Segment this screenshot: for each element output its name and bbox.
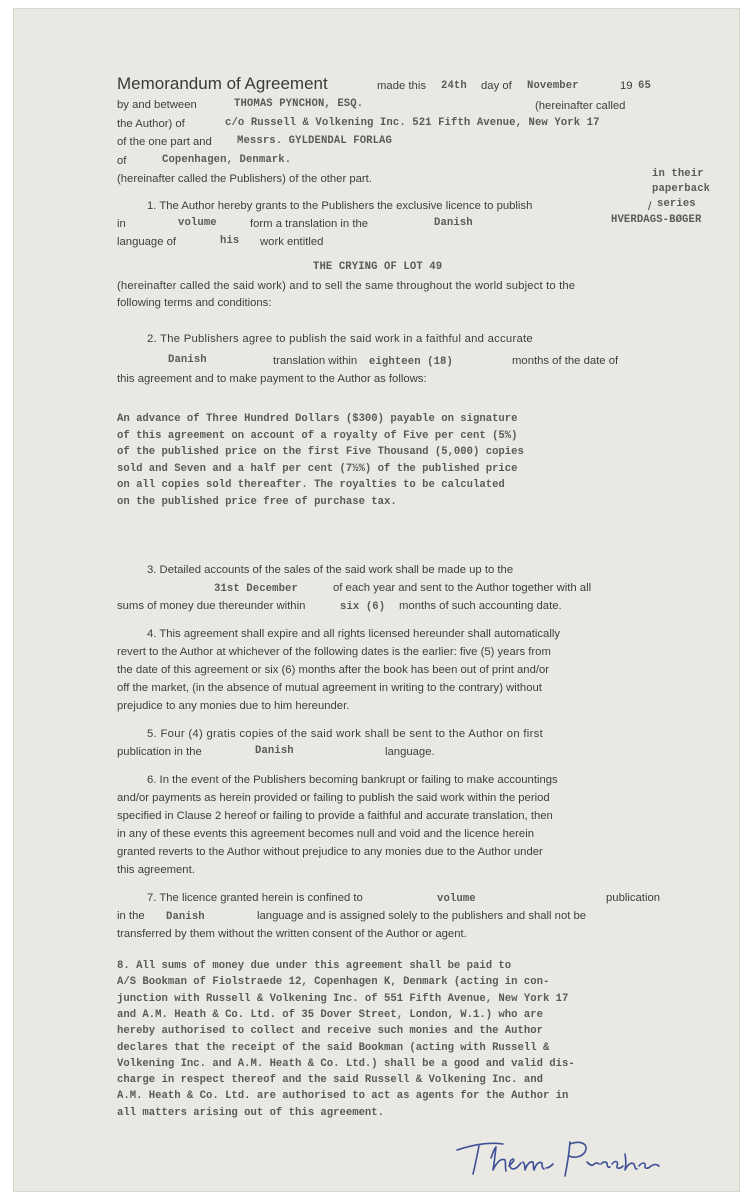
clause1-in: in	[117, 218, 126, 230]
clause1-format: volume	[178, 217, 217, 229]
month-typed: November	[527, 80, 579, 92]
publisher-city: Copenhagen, Denmark.	[162, 154, 292, 166]
clause4-line: 4. This agreement shall expire and all rights licensed hereunder shall automatically	[147, 628, 560, 640]
clause8-line: and A.M. Heath & Co. Ltd. of 35 Dover Street, London, W.1.) who are	[117, 1008, 543, 1021]
clause5-language-label: language.	[385, 746, 435, 758]
payment-line: on all copies sold thereafter. The royalties to be calculated	[117, 479, 505, 491]
day-typed: 24th	[441, 80, 467, 92]
signature	[445, 1128, 675, 1188]
margin-paperback: paperback	[652, 183, 711, 195]
payment-line: of this agreement on account of a royalty of Five per cent (5%)	[117, 429, 518, 442]
clause6-line: and/or payments as herein provided or failing to publish the said work within the period	[117, 792, 550, 804]
clause2-months: eighteen (18)	[369, 356, 453, 368]
clause8-line: charge in respect thereof and the said Russell & Volkening Inc. and	[117, 1074, 543, 1087]
year-prefix: 19	[620, 80, 633, 92]
clause4-line: the date of this agreement or six (6) months after the book has been out of print and/or	[117, 664, 550, 676]
clause1-his: his	[220, 235, 240, 247]
clause5-text-a: 5. Four (4) gratis copies of the said work shall be sent to the Author on first	[147, 728, 544, 740]
clause3-sums: sums of money due thereunder within	[117, 600, 306, 612]
clause1-text-a: 1. The Author hereby grants to the Publishers the exclusive licence to publish	[147, 200, 533, 212]
publisher-name: Messrs. GYLDENDAL FORLAG	[237, 135, 392, 147]
clause4-line: revert to the Author at whichever of the following dates is the earlier: five (5) years from	[117, 646, 551, 658]
clause8-line: A.M. Heath & Co. Ltd. are authorised to act as agents for the Author in	[117, 1090, 569, 1103]
clause7-in-the: in the	[117, 910, 145, 922]
clause2-language: Danish	[168, 354, 207, 366]
of-label: of	[117, 155, 127, 167]
clause7-publication: publication	[606, 892, 661, 904]
clause8-line: declares that the receipt of the said Bookman (acting with Russell &	[117, 1041, 550, 1054]
clause1-slash: /	[648, 199, 652, 213]
hereinafter-label: (hereinafter called	[535, 100, 626, 112]
clause2-text-b: this agreement and to make payment to the Author as follows:	[117, 373, 427, 385]
clause1-language-of: language of	[117, 236, 177, 248]
clause7-format: volume	[437, 893, 476, 905]
clause6-line: 6. In the event of the Publishers becoming bankrupt or failing to make accountings	[147, 774, 558, 786]
clause4-line: off the market, (in the absence of mutual agreement in writing to the contrary) without	[117, 682, 542, 694]
clause1-form-translation: form a translation in the	[250, 218, 369, 230]
day-of-label: day of	[481, 80, 512, 92]
publishers-other-part: (hereinafter called the Publishers) of the other part.	[117, 173, 372, 185]
clause4-line: prejudice to any monies due to him hereunder.	[117, 700, 350, 712]
clause6-line: specified in Clause 2 hereof or failing to provide a faithful and accurate translation, then	[117, 810, 553, 822]
made-this-label: made this	[377, 80, 426, 92]
author-name: THOMAS PYNCHON, ESQ.	[234, 98, 364, 110]
clause1-language: Danish	[434, 217, 473, 229]
clause5-publication-in: publication in the	[117, 746, 202, 758]
payment-line: sold and Seven and a half per cent (7½%) of the published price	[117, 462, 518, 475]
clause8-line: 8. All sums of money due under this agreement shall be paid to	[117, 960, 512, 972]
clause7-language-assigned: language and is assigned solely to the publishers and shall not be	[257, 910, 587, 922]
clause6-line: granted reverts to the Author without prejudice to any monies due to the Author under	[117, 846, 543, 858]
clause2-translation-within: translation within	[273, 355, 358, 367]
clause3-text-a: 3. Detailed accounts of the sales of the said work shall be made up to the	[147, 564, 514, 576]
clause8-line: junction with Russell & Volkening Inc. of 551 Fifth Avenue, New York 17	[117, 992, 569, 1005]
margin-in-their: in their	[652, 168, 704, 180]
author-address: c/o Russell & Volkening Inc. 521 Fifth Avenue, New York 17	[225, 117, 600, 129]
margin-series-name: HVERDAGS-BØGER	[611, 214, 702, 226]
clause3-each-year: of each year and sent to the Author together with all	[333, 582, 592, 594]
year-typed: 65	[638, 80, 651, 92]
clause6-line: in any of these events this agreement becomes null and void and the licence herein	[117, 828, 534, 840]
clause5-language: Danish	[255, 745, 294, 757]
clause6-line: this agreement.	[117, 864, 195, 876]
clause8-line: A/S Bookman of Fiolstraede 12, Copenhagen K, Denmark (acting in con-	[117, 976, 550, 989]
clause7-language: Danish	[166, 911, 205, 923]
margin-series: series	[657, 198, 696, 210]
clause1-work-entitled: work entitled	[260, 236, 324, 248]
document-title: Memorandum of Agreement	[117, 74, 328, 93]
payment-line: of the published price on the first Five Thousand (5,000) copies	[117, 446, 524, 458]
clause8-line: Volkening Inc. and A.M. Heath & Co. Ltd.) shall be a good and valid dis-	[117, 1057, 575, 1070]
clause2-months-of: months of the date of	[512, 355, 619, 367]
clause8-line: all matters arising out of this agreement.	[117, 1106, 385, 1119]
clause3-date: 31st December	[214, 583, 298, 595]
clause1-text-c: following terms and conditions:	[117, 297, 272, 309]
one-part-label: of the one part and	[117, 136, 212, 148]
clause3-months-accounting: months of such accounting date.	[399, 600, 562, 612]
clause2-text-a: 2. The Publishers agree to publish the said work in a faithful and accurate	[147, 333, 533, 345]
payment-line: An advance of Three Hundred Dollars ($300) payable on signature	[117, 413, 518, 425]
payment-line: on the published price free of purchase tax.	[117, 495, 397, 508]
clause7-text-a: 7. The licence granted herein is confined to	[147, 892, 363, 904]
author-of-label: the Author) of	[117, 118, 185, 130]
by-between-label: by and between	[117, 99, 197, 111]
clause8-line: hereby authorised to collect and receive such monies and the Author	[117, 1025, 543, 1038]
clause1-text-b: (hereinafter called the said work) and to sell the same throughout the world subject to the	[117, 280, 576, 292]
work-title: THE CRYING OF LOT 49	[313, 261, 443, 273]
clause7-text-c: transferred by them without the written consent of the Author or agent.	[117, 928, 467, 940]
clause3-six: six (6)	[340, 601, 386, 613]
